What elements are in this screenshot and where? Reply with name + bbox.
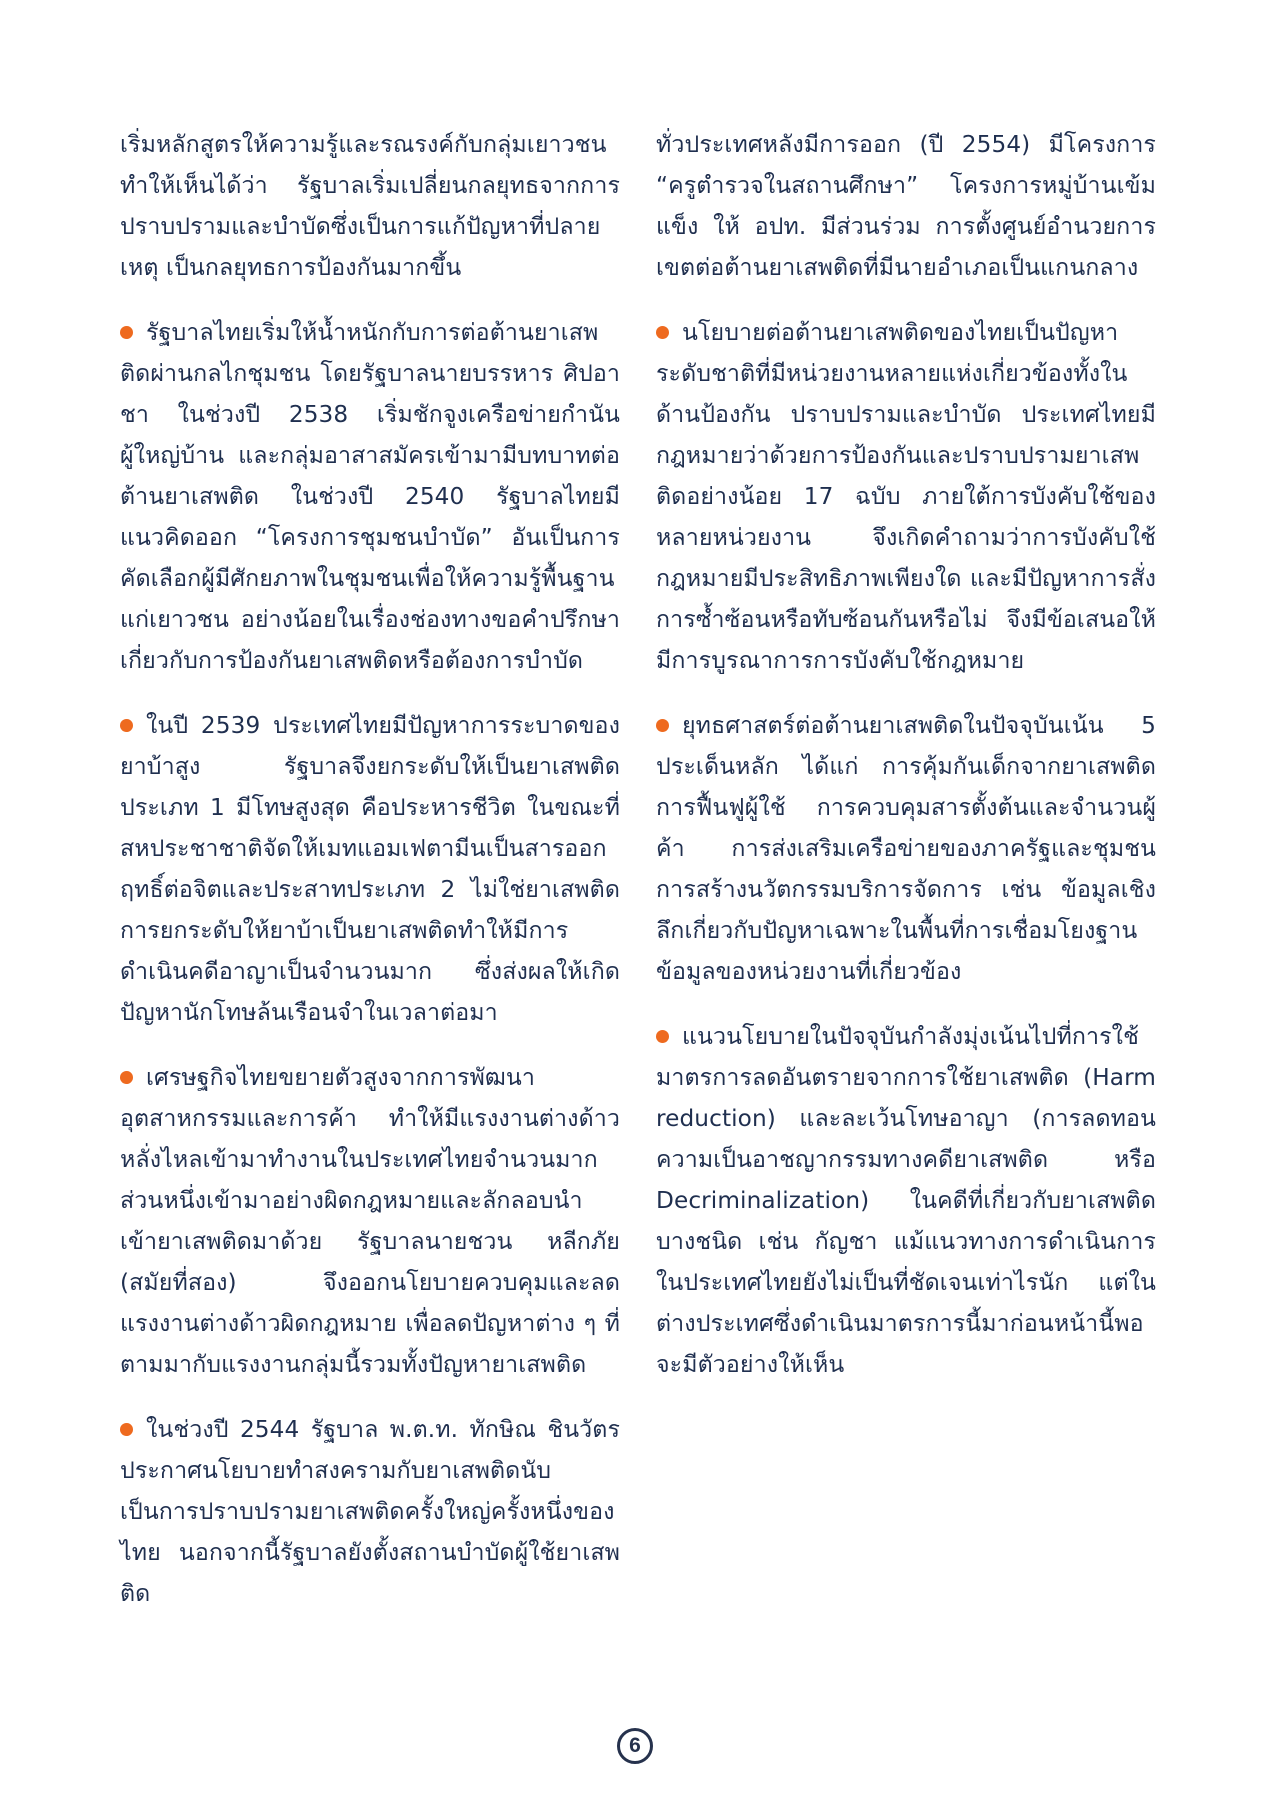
paragraph <box>120 1057 620 1385</box>
paragraph-text: เริ่มหลักสูตรให้ความรู้และรณรงค์กับกลุ่มเยาวชน ทำให้เห็นได้ว่า รัฐบาลเริ่มเปลี่ยนกลยุทธจากการปราบปรามและบำบัดซึ่งเป็นการแก้ปัญหาที่ปลายเหตุ เป็นกลยุทธการป้องกันมากขึ้น <box>120 131 620 281</box>
bullet-icon <box>120 719 133 732</box>
paragraph-text: เศรษฐกิจไทยขยายตัวสูงจากการพัฒนาอุตสาหกรรมและการค้า ทำให้มีแรงงานต่างด้าวหลั่งไหลเข้ามาทำงานในประเทศไทยจำนวนมาก ส่วนหนึ่งเข้ามาอย่างผิดกฎหมายและลักลอบนำเข้ายาเสพติดมาด้วย รัฐบาลนายชวน หลีกภัย (สมัยที่สอง) จึงออกนโยบายควบคุมและลดแรงงานต่างด้าวผิดกฎหมาย เพื่อลดปัญหาต่าง ๆ ที่ตามมากับแรงงานกลุ่มนี้รวมทั้งปัญหายาเสพติด <box>120 1064 620 1378</box>
paragraph <box>656 124 1156 288</box>
page-number: 6 <box>617 1728 653 1764</box>
paragraph-text: ทั่วประเทศหลังมีการออก (ปี 2554) มีโครงการ “ครูตำรวจในสถานศึกษา” โครงการหมู่บ้านเข้มแข็ง ให้ อปท. มีส่วนร่วม การตั้งศูนย์อำนวยการเขตต่อต้านยาเสพติดที่มีนายอำเภอเป็นแกนกลาง <box>656 131 1156 281</box>
bullet-icon <box>656 719 669 732</box>
paragraph <box>120 705 620 1033</box>
paragraph-text: ยุทธศาสตร์ต่อต้านยาเสพติดในปัจจุบันเน้น 5 ประเด็นหลัก ได้แก่ การคุ้มกันเด็กจากยาเสพติด การฟื้นฟูผู้ใช้ การควบคุมสารตั้งต้นและจำนวนผู้ค้า การส่งเสริมเครือข่ายของภาครัฐและชุมชน การสร้างนวัตกรรมบริการจัดการ เช่น ข้อมูลเชิงลึกเกี่ยวกับปัญหาเฉพาะในพื้นที่การเชื่อมโยงฐานข้อมูลของหน่วยงานที่เกี่ยวข้อง <box>656 712 1156 985</box>
left-column <box>120 124 620 1638</box>
paragraph <box>120 124 620 288</box>
bullet-icon <box>656 326 669 339</box>
paragraph-text: นโยบายต่อต้านยาเสพติดของไทยเป็นปัญหาระดับชาติที่มีหน่วยงานหลายแห่งเกี่ยวข้องทั้งในด้านป้องกัน ปราบปรามและบำบัด ประเทศไทยมีกฎหมายว่าด้วยการป้องกันและปราบปรามยาเสพติดอย่างน้อย 17 ฉบับ ภายใต้การบังคับใช้ของหลายหน่วยงาน จึงเกิดคำถามว่าการบังคับใช้กฎหมายมีประสิทธิภาพเพียงใด และมีปัญหาการสั่งการซ้ำซ้อนหรือทับซ้อนกันหรือไม่ จึงมีข้อเสนอให้มีการบูรณาการการบังคับใช้กฎหมาย <box>656 319 1156 674</box>
paragraph-text: ในปี 2539 ประเทศไทยมีปัญหาการระบาดของยาบ้าสูง รัฐบาลจึงยกระดับให้เป็นยาเสพติดประเภท 1 มีโทษสูงสุด คือประหารชีวิต ในขณะที่สหประชาชาติจัดให้เมทแอมเฟตามีนเป็นสารออกฤทธิ์ต่อจิตและประสาทประเภท 2 ไม่ใช่ยาเสพติด การยกระดับให้ยาบ้าเป็นยาเสพติดทำให้มีการดำเนินคดีอาญาเป็นจำนวนมาก ซึ่งส่งผลให้เกิดปัญหานักโทษล้นเรือนจำในเวลาต่อมา <box>120 712 620 1026</box>
paragraph <box>656 1016 1156 1385</box>
paragraph-text: รัฐบาลไทยเริ่มให้น้ำหนักกับการต่อต้านยาเสพติดผ่านกลไกชุมชน โดยรัฐบาลนายบรรหาร ศิปอาชา ในช่วงปี 2538 เริ่มชักจูงเครือข่ายกำนัน ผู้ใหญ่บ้าน และกลุ่มอาสาสมัครเข้ามามีบทบาทต่อต้านยาเสพติด ในช่วงปี 2540 รัฐบาลไทยมีแนวคิดออก “โครงการชุมชนบำบัด” อันเป็นการคัดเลือกผู้มีศักยภาพในชุมชนเพื่อให้ความรู้พื้นฐานแก่เยาวชน อย่างน้อยในเรื่องช่องทางขอคำปรึกษาเกี่ยวกับการป้องกันยาเสพติดหรือต้องการบำบัด <box>120 319 620 674</box>
paragraph-text: แนวนโยบายในปัจจุบันกำลังมุ่งเน้นไปที่การใช้มาตรการลดอันตรายจากการใช้ยาเสพติด (Harm reduction) และละเว้นโทษอาญา (การลดทอนความเป็นอาชญากรรมทางคดียาเสพติด หรือ Decriminalization) ในคดีที่เกี่ยวกับยาเสพติดบางชนิด เช่น กัญชา แม้แนวทางการดำเนินการในประเทศไทยยังไม่เป็นที่ชัดเจนเท่าไรนัก แต่ในต่างประเทศซึ่งดำเนินมาตรการนี้มาก่อนหน้านี้พอจะมีตัวอย่างให้เห็น <box>656 1023 1156 1378</box>
paragraph <box>120 312 620 681</box>
paragraph-text: ในช่วงปี 2544 รัฐบาล พ.ต.ท. ทักษิณ ชินวัตร ประกาศนโยบายทำสงครามกับยาเสพติดนับเป็นการปราบปรามยาเสพติดครั้งใหญ่ครั้งหนึ่งของไทย นอกจากนี้รัฐบาลยังตั้งสถานบำบัดผู้ใช้ยาเสพติด <box>120 1416 620 1607</box>
bullet-icon <box>120 326 133 339</box>
bullet-icon <box>656 1030 669 1043</box>
paragraph <box>120 1409 620 1614</box>
bullet-icon <box>120 1423 133 1436</box>
paragraph <box>656 312 1156 681</box>
bullet-icon <box>120 1071 133 1084</box>
paragraph <box>656 705 1156 992</box>
right-column <box>656 124 1156 1409</box>
